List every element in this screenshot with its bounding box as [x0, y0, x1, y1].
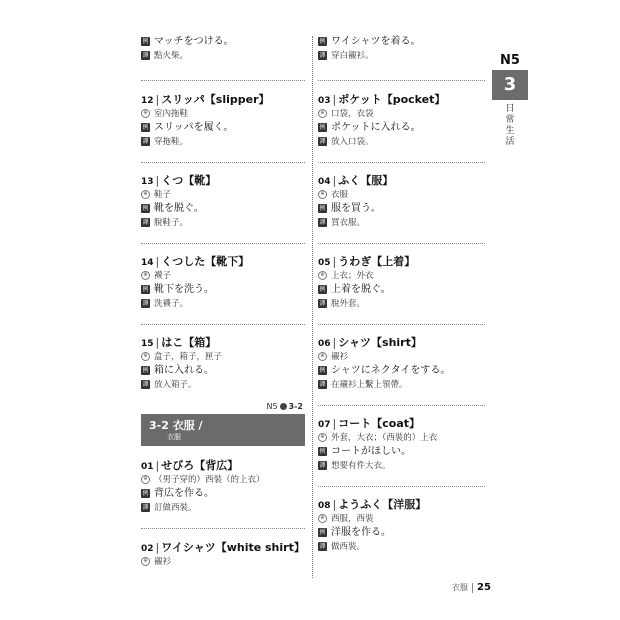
translation-tag-icon: 譯 [319, 300, 326, 307]
example-tag-icon: 例 [319, 285, 326, 293]
translation-tag-icon: 譯 [142, 504, 149, 511]
translation-text: 穿拖鞋。 [154, 137, 189, 147]
entry-bar: | [332, 93, 337, 106]
entry-15 [141, 335, 305, 391]
entry-number: 14 [141, 258, 154, 268]
translation-line [141, 217, 305, 229]
chinese-line [318, 351, 485, 363]
entry-word: ふく【服】 [338, 174, 394, 187]
section-header [141, 414, 305, 446]
example-tag-icon: 例 [319, 37, 326, 45]
entry-divider [318, 162, 485, 163]
entry-number: 06 [318, 339, 331, 349]
translation-line [318, 217, 485, 229]
chinese-meaning: 襯衫 [331, 352, 349, 362]
entry-headword [141, 92, 305, 108]
chinese-meaning: 外套，大衣；（西裝的）上衣 [331, 433, 438, 443]
entry-headword [141, 254, 305, 270]
translation-line [141, 502, 305, 514]
translation-line [141, 50, 305, 62]
entry-divider [318, 324, 485, 325]
entry-divider [318, 80, 485, 81]
translation-text: 買衣服。 [331, 218, 366, 228]
chinese-meaning: 襯衫 [154, 557, 172, 567]
entry-07 [318, 416, 485, 472]
entry-headword [141, 173, 305, 189]
entry-headword [318, 335, 485, 351]
entry-divider [318, 243, 485, 244]
translation-text: 在襯衫上繫上領帶。 [331, 380, 408, 390]
translation-tag-icon: 譯 [319, 138, 326, 145]
entry-08 [318, 497, 485, 553]
chapter-tab [492, 52, 528, 148]
chinese-line [318, 108, 485, 120]
translation-line [318, 541, 485, 553]
entry-headword [318, 92, 485, 108]
entry-word: くつした【靴下】 [161, 255, 250, 268]
example-line [318, 444, 485, 460]
example-line [141, 201, 305, 217]
example-sentence: コートがほしい。 [331, 446, 411, 457]
entry-headword [318, 173, 485, 189]
example-tag-icon: 例 [142, 123, 149, 131]
entry-bar: | [332, 498, 337, 511]
chinese-meaning: 盒子，箱子，匣子 [154, 352, 223, 362]
entry-bar: | [332, 174, 337, 187]
translation-tag-icon: 譯 [319, 543, 326, 550]
example-line [318, 201, 485, 217]
chinese-tag-icon: ※ [141, 557, 150, 566]
example-sentence: ワイシャツを着る。 [331, 36, 421, 47]
translation-text: 想要有件大衣。 [331, 461, 391, 471]
entry-word: シャツ【shirt】 [338, 336, 422, 349]
translation-line [318, 50, 485, 62]
translation-tag-icon: 譯 [142, 52, 149, 59]
example-tag-icon: 例 [319, 366, 326, 374]
translation-line [318, 379, 485, 391]
example-tag-icon: 例 [319, 528, 326, 536]
translation-line [318, 460, 485, 472]
entry-divider [141, 80, 305, 81]
example-tag-icon: 例 [142, 489, 149, 497]
entry-number: 12 [141, 96, 154, 106]
footer-separator [472, 583, 473, 593]
translation-tag-icon: 譯 [142, 138, 149, 145]
footer-label: 衣服 [452, 583, 468, 592]
section-subtitle: 衣服 [167, 433, 181, 441]
chinese-meaning: 口袋，衣袋 [331, 109, 374, 119]
translation-line [318, 136, 485, 148]
entry-number: 02 [141, 544, 154, 554]
entry-headword [318, 416, 485, 432]
chinese-tag-icon: ※ [318, 109, 327, 118]
translation-line [141, 136, 305, 148]
entry-number: 05 [318, 258, 331, 268]
entry-bar: | [332, 255, 337, 268]
example-sentence: 箱に入れる。 [154, 365, 214, 376]
entry-headword [318, 497, 485, 513]
chinese-tag-icon: ※ [141, 352, 150, 361]
entry-continued [318, 34, 485, 62]
translation-text: 穿白襯衫。 [331, 51, 374, 61]
entry-14 [141, 254, 305, 310]
chinese-tag-icon: ※ [318, 514, 327, 523]
translation-line [141, 379, 305, 391]
translation-tag-icon: 譯 [319, 462, 326, 469]
chapter-title: 日常生活 [505, 104, 515, 147]
entry-number: 01 [141, 462, 154, 472]
section-number: 3-2 [288, 402, 303, 411]
example-sentence: 上着を脱ぐ。 [331, 284, 391, 295]
example-sentence: 服を買う。 [331, 203, 381, 214]
entry-number: 04 [318, 177, 331, 187]
page-footer [452, 582, 491, 593]
example-tag-icon: 例 [142, 204, 149, 212]
chinese-meaning: 襪子 [154, 271, 172, 281]
chinese-line [318, 513, 485, 525]
example-tag-icon: 例 [319, 447, 326, 455]
entry-divider [141, 162, 305, 163]
translation-text: 洗襪子。 [154, 299, 189, 309]
section-label [266, 402, 303, 411]
entry-divider [318, 405, 485, 406]
entry-continued [141, 34, 305, 62]
example-tag-icon: 例 [319, 123, 326, 131]
entry-06 [318, 335, 485, 391]
entry-divider [141, 324, 305, 325]
chinese-line [318, 270, 485, 282]
chinese-line [141, 556, 305, 568]
chinese-tag-icon: ※ [318, 190, 327, 199]
translation-line [318, 298, 485, 310]
entry-word: スリッパ【slipper】 [161, 93, 270, 106]
example-tag-icon: 例 [142, 37, 149, 45]
section-level: N5 [266, 402, 278, 411]
entry-bar: | [155, 459, 160, 472]
chinese-tag-icon: ※ [141, 475, 150, 484]
translation-tag-icon: 譯 [142, 219, 149, 226]
chinese-meaning: 鞋子 [154, 190, 172, 200]
chinese-tag-icon: ※ [318, 271, 327, 280]
translation-tag-icon: 譯 [142, 300, 149, 307]
translation-text: 脫鞋子。 [154, 218, 189, 228]
entry-word: ポケット【pocket】 [338, 93, 446, 106]
translation-text: 訂做西裝。 [154, 503, 197, 513]
translation-text: 放入口袋。 [331, 137, 374, 147]
example-sentence: 洋服を作る。 [331, 527, 391, 538]
example-sentence: マッチをつける。 [154, 36, 234, 47]
example-sentence: シャツにネクタイをする。 [331, 365, 451, 376]
chinese-line [141, 351, 305, 363]
example-sentence: 背広を作る。 [154, 488, 214, 499]
page-number: 25 [477, 582, 491, 593]
example-line [318, 525, 485, 541]
entry-04 [318, 173, 485, 229]
translation-tag-icon: 譯 [142, 381, 149, 388]
example-line [141, 363, 305, 379]
entry-bar: | [155, 93, 160, 106]
chinese-meaning: 西服，西裝 [331, 514, 374, 524]
entry-word: はこ【箱】 [161, 336, 217, 349]
example-line [318, 34, 485, 50]
section-dot-icon [280, 403, 287, 410]
entry-01 [141, 458, 305, 514]
entry-number: 07 [318, 420, 331, 430]
example-tag-icon: 例 [319, 204, 326, 212]
chinese-meaning: 上衣；外衣 [331, 271, 374, 281]
chinese-line [318, 432, 485, 444]
translation-text: 做西裝。 [331, 542, 366, 552]
entry-12 [141, 92, 305, 148]
entry-bar: | [332, 336, 337, 349]
chapter-number: 3 [492, 70, 528, 100]
translation-text: 脫外套。 [331, 299, 366, 309]
chinese-line [141, 270, 305, 282]
entry-divider [141, 243, 305, 244]
entry-13 [141, 173, 305, 229]
column-divider [312, 36, 313, 578]
example-line [141, 120, 305, 136]
entry-divider [318, 486, 485, 487]
entry-word: せびろ【背広】 [161, 459, 239, 472]
entry-03 [318, 92, 485, 148]
entry-word: くつ【靴】 [161, 174, 217, 187]
entry-word: ようふく【洋服】 [338, 498, 427, 511]
entry-05 [318, 254, 485, 310]
chapter-level: N5 [500, 53, 520, 68]
translation-line [141, 298, 305, 310]
example-sentence: スリッパを履く。 [154, 122, 234, 133]
entry-bar: | [155, 336, 160, 349]
entry-number: 03 [318, 96, 331, 106]
entry-bar: | [155, 541, 160, 554]
example-line [318, 363, 485, 379]
entry-02 [141, 540, 305, 568]
translation-tag-icon: 譯 [319, 52, 326, 59]
example-line [141, 486, 305, 502]
chinese-tag-icon: ※ [141, 109, 150, 118]
chinese-meaning: （男子穿的）西裝（的上衣） [154, 475, 265, 485]
chinese-tag-icon: ※ [141, 190, 150, 199]
entry-number: 08 [318, 501, 331, 511]
chinese-tag-icon: ※ [318, 433, 327, 442]
example-line [318, 282, 485, 298]
entry-headword [141, 458, 305, 474]
example-line [141, 282, 305, 298]
example-line [141, 34, 305, 50]
entry-bar: | [332, 417, 337, 430]
chinese-tag-icon: ※ [141, 271, 150, 280]
example-line [318, 120, 485, 136]
chinese-meaning: 衣服 [331, 190, 349, 200]
example-sentence: ポケットに入れる。 [331, 122, 421, 133]
example-sentence: 靴を脱ぐ。 [154, 203, 204, 214]
entry-headword [318, 254, 485, 270]
example-sentence: 靴下を洗う。 [154, 284, 214, 295]
entry-bar: | [155, 255, 160, 268]
translation-tag-icon: 譯 [319, 381, 326, 388]
entry-word: ワイシャツ【white shirt】 [161, 541, 305, 554]
example-tag-icon: 例 [142, 285, 149, 293]
chinese-meaning: 室內拖鞋 [154, 109, 189, 119]
chinese-line [318, 189, 485, 201]
translation-tag-icon: 譯 [319, 219, 326, 226]
translation-text: 點火柴。 [154, 51, 189, 61]
translation-text: 放入箱子。 [154, 380, 197, 390]
example-tag-icon: 例 [142, 366, 149, 374]
chinese-tag-icon: ※ [318, 352, 327, 361]
entry-divider [141, 528, 305, 529]
entry-word: コート【coat】 [338, 417, 421, 430]
chinese-line [141, 108, 305, 120]
entry-headword [141, 540, 305, 556]
entry-headword [141, 335, 305, 351]
section-title: 3-2 衣服 / [149, 419, 203, 432]
entry-word: うわぎ【上着】 [338, 255, 416, 268]
chinese-line [141, 474, 305, 486]
entry-bar: | [155, 174, 160, 187]
entry-number: 15 [141, 339, 154, 349]
entry-number: 13 [141, 177, 154, 187]
chinese-line [141, 189, 305, 201]
